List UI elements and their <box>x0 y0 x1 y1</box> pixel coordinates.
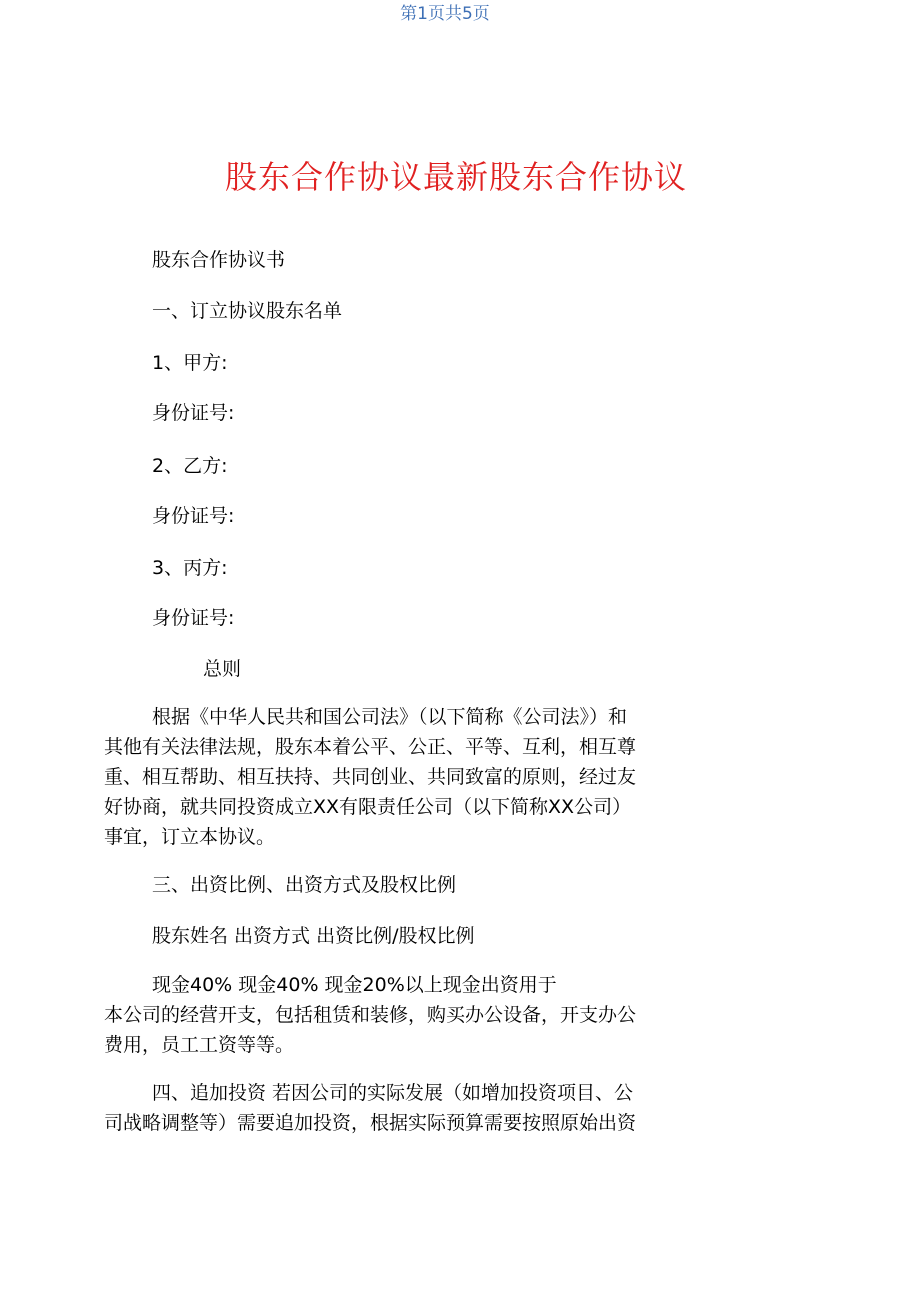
paragraph-line: 其他有关法律法规，股东本着公平、公正、平等、互利，相互尊 <box>104 736 637 758</box>
party-c-id-label: 身份证号: <box>152 607 235 629</box>
page-indicator: 第1页共5页 <box>400 4 490 24</box>
general-provisions-paragraph <box>104 702 724 852</box>
party-c-label: 3、丙方: <box>152 557 228 579</box>
paragraph-line: 费用，员工工资等等。 <box>104 1034 295 1056</box>
paragraph-line: 司战略调整等）需要追加投资，根据实际预算需要按照原始出资 <box>104 1112 637 1134</box>
party-a-id-label: 身份证号: <box>152 402 235 424</box>
paragraph-line: 根据《中华人民共和国公司法》（以下简称《公司法》）和 <box>152 706 628 728</box>
capital-usage-paragraph <box>104 970 724 1060</box>
general-provisions-heading: 总则 <box>203 658 242 680</box>
party-b-label: 2、乙方: <box>152 455 228 477</box>
contribution-table-header: 股东姓名 出资方式 出资比例/股权比例 <box>152 925 475 947</box>
paragraph-line: 好协商，就共同投资成立XX有限责任公司（以下简称XX公司） <box>104 796 632 818</box>
paragraph-line: 本公司的经营开支，包括租赁和装修，购买办公设备，开支办公 <box>104 1004 637 1026</box>
agreement-heading: 股东合作协议书 <box>152 249 286 271</box>
party-b-id-label: 身份证号: <box>152 505 235 527</box>
document-title: 股东合作协议最新股东合作协议 <box>224 158 687 197</box>
paragraph-line: 事宜，订立本协议。 <box>104 826 276 848</box>
paragraph-line: 现金40% 现金40% 现金20%以上现金出资用于 <box>152 974 557 996</box>
paragraph-line: 四、追加投资 若因公司的实际发展（如增加投资项目、公 <box>152 1082 634 1104</box>
section-shareholder-list: 一、订立协议股东名单 <box>152 300 343 322</box>
party-a-label: 1、甲方: <box>152 352 228 374</box>
paragraph-line: 重、相互帮助、相互扶持、共同创业、共同致富的原则，经过友 <box>104 766 637 788</box>
section-capital-contribution: 三、出资比例、出资方式及股权比例 <box>152 874 457 896</box>
additional-investment-paragraph <box>104 1078 724 1138</box>
